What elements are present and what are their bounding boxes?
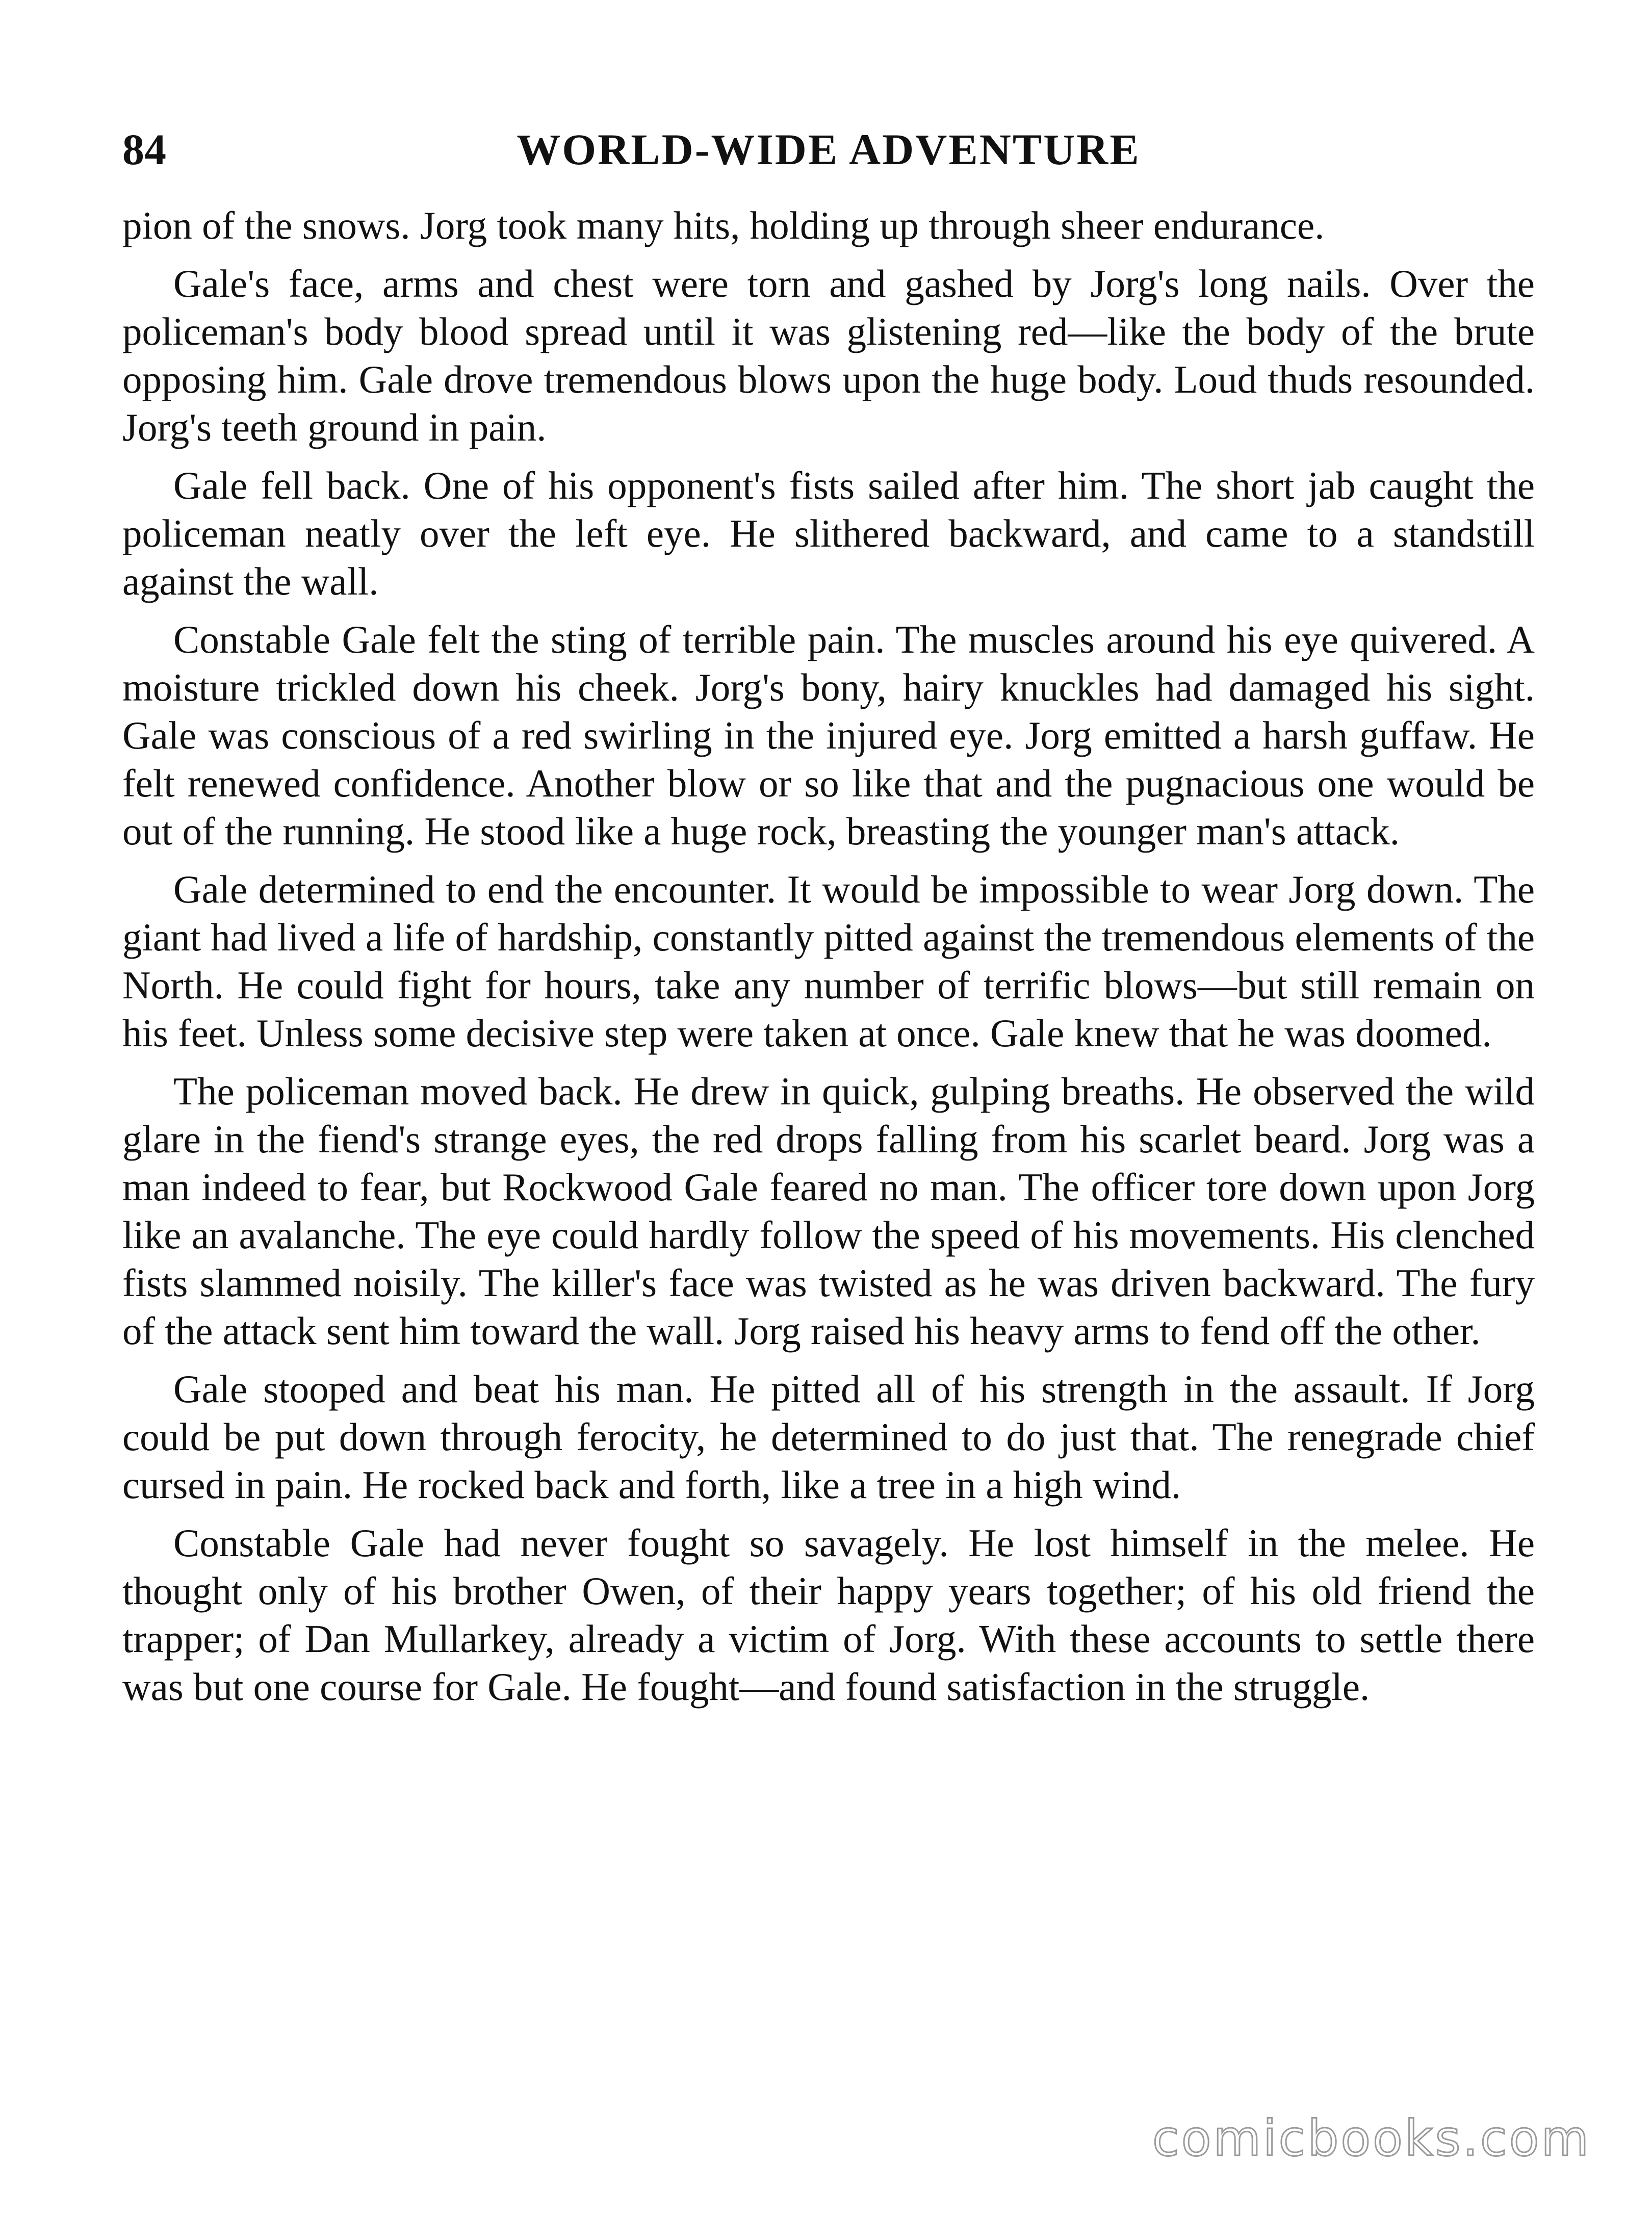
- body-text: [122, 201, 1535, 1721]
- running-title: WORLD-WIDE ADVENTURE: [517, 125, 1141, 174]
- watermark: comicbooks.com: [1152, 2110, 1591, 2167]
- paragraph: Gale stooped and beat his man. He pitted all of his strength in the assault. If Jorg could be put down through ferocity, he determined to do just that. The renegrade chief cursed in pain. He rocked back and forth, like a tree in a high wind.: [122, 1367, 1535, 1507]
- paragraph: Gale determined to end the encounter. It would be impossible to wear Jorg down. The giant had lived a life of hardship, constantly pitted against the tremendous elements of the North. He could fight for hours, take any number of terrific blows—but still remain on his feet. Unless some decisive step were taken at once. Gale knew that he was doomed.: [122, 867, 1535, 1055]
- paragraph: Constable Gale felt the sting of terrible pain. The muscles around his eye quivered. A moisture trickled down his cheek. Jorg's bony, hairy knuckles had damaged his sight. Gale was conscious of a red swirling in the injured eye. Jorg emitted a harsh guffaw. He felt renewed confidence. Another blow or so like that and the pugnacious one would be out of the running. He stood like a huge rock, breasting the younger man's attack.: [122, 617, 1535, 853]
- paragraph: pion of the snows. Jorg took many hits, holding up through sheer endurance.: [122, 203, 1325, 247]
- paragraph: The policeman moved back. He drew in quick, gulping breaths. He observed the wild glare in the fiend's strange eyes, the red drops falling from his scarlet beard. Jorg was a man indeed to fear, but Rockwood Gale feared no man. The officer tore down upon Jorg like an avalanche. The eye could hardly follow the speed of his movements. His clenched fists slammed noisily. The killer's face was twisted as he was driven backward. The fury of the attack sent him toward the wall. Jorg raised his heavy arms to fend off the other.: [122, 1069, 1535, 1353]
- page-number: 84: [122, 125, 166, 174]
- paragraph: Gale fell back. One of his opponent's fists sailed after him. The short jab caught the policeman neatly over the left eye. He slithered backward, and came to a standstill against the wall.: [122, 463, 1535, 603]
- page-header: [122, 121, 1535, 177]
- paragraph: Gale's face, arms and chest were torn and gashed by Jorg's long nails. Over the policeman's body blood spread until it was glistening red—like the body of the brute opposing him. Gale drove tremendous blows upon the huge body. Loud thuds resounded. Jorg's teeth ground in pain.: [122, 262, 1535, 449]
- paragraph: Constable Gale had never fought so savagely. He lost himself in the melee. He thought only of his brother Owen, of their happy years together; of his old friend the trapper; of Dan Mullarkey, already a victim of Jorg. With these accounts to settle there was but one course for Gale. He fought—and found satisfaction in the struggle.: [122, 1521, 1535, 1709]
